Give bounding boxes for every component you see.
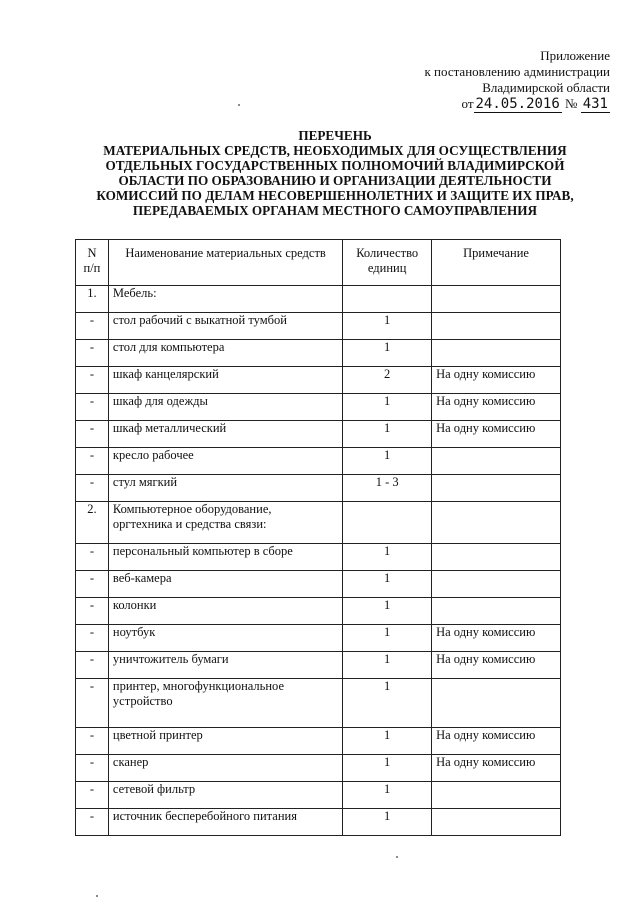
row-name [108,598,342,625]
row-name [108,340,342,367]
row-num: - [76,448,109,475]
row-note [432,448,561,475]
header-num-line1: N [87,246,97,260]
row-note [432,679,561,728]
table-row [76,367,561,394]
table-row [76,544,561,571]
row-qty: 1 [343,755,432,782]
row-name [108,502,342,544]
row-num: - [76,625,109,652]
table-row [76,728,561,755]
row-name-line: кресло рабочее [112,448,194,462]
row-name-line: уничтожитель бумаги [112,652,229,666]
table-row [76,394,561,421]
row-name-line: шкаф металлический [112,421,227,435]
table-row [76,782,561,809]
appendix-line: Приложение [540,48,610,63]
row-name [108,367,342,394]
row-num: - [76,421,109,448]
scan-speck [238,104,240,106]
row-qty: 1 [343,809,432,836]
row-num: - [76,571,109,598]
row-qty: 1 - 3 [343,475,432,502]
row-name [108,679,342,728]
row-num: - [76,313,109,340]
number-value: 431 [582,96,608,112]
row-name-line: принтер, многофункциональное [112,679,285,693]
row-num: - [76,728,109,755]
row-num: - [76,652,109,679]
row-qty: 1 [343,782,432,809]
table-row [76,809,561,836]
row-name-line: устройство [112,694,173,708]
row-note [432,286,561,313]
header-name: Наименование материальных средств [108,240,342,286]
row-note [432,809,561,836]
row-qty: 2 [343,367,432,394]
row-name-line: шкаф для одежды [112,394,208,408]
row-note [432,475,561,502]
row-note [432,598,561,625]
row-note [432,502,561,544]
row-note: На одну комиссию [432,394,561,421]
title-line: КОМИССИЙ ПО ДЕЛАМ НЕСОВЕРШЕННОЛЕТНИХ И ЗАЩИТЕ ИХ ПРАВ, [96,188,574,203]
table-row [76,448,561,475]
table-row [76,313,561,340]
row-note [432,571,561,598]
table-body [76,286,561,836]
row-num: - [76,340,109,367]
row-name [108,448,342,475]
row-qty: 1 [343,448,432,475]
row-qty [343,286,432,313]
header-qty [343,240,432,286]
row-qty: 1 [343,313,432,340]
row-name-line: ноутбук [112,625,156,639]
row-num: - [76,475,109,502]
appendix-line: к постановлению администрации [424,64,610,79]
table-header-row [76,240,561,286]
row-note [432,340,561,367]
document-title [40,128,630,218]
row-name [108,544,342,571]
title-line: ОБЛАСТИ ПО ОБРАЗОВАНИЮ И ОРГАНИЗАЦИИ ДЕЯТЕЛЬНОСТИ [118,173,552,188]
row-num: - [76,544,109,571]
table-row [76,502,561,544]
row-name [108,421,342,448]
row-name-line: колонки [112,598,157,612]
row-name [108,782,342,809]
date-number-line [424,96,610,112]
row-qty: 1 [343,625,432,652]
appendix-line: Владимирской области [482,80,610,95]
row-num: - [76,598,109,625]
row-num: - [76,809,109,836]
row-qty: 1 [343,598,432,625]
row-name-line: шкаф канцелярский [112,367,219,381]
header-num [76,240,109,286]
title-line: ПЕРЕДАВАЕМЫХ ОРГАНАМ МЕСТНОГО САМОУПРАВЛЕНИЯ [132,203,538,218]
row-num: - [76,679,109,728]
row-qty: 1 [343,652,432,679]
title-line: ОТДЕЛЬНЫХ ГОСУДАРСТВЕННЫХ ПОЛНОМОЧИЙ ВЛАДИМИРСКОЙ [105,158,565,173]
row-name-line: сканер [112,755,149,769]
number-prefix: № [565,96,578,111]
row-note: На одну комиссию [432,728,561,755]
row-name-line: Мебель: [112,286,157,300]
row-note [432,313,561,340]
scan-speck [96,895,98,897]
row-note: На одну комиссию [432,625,561,652]
row-num: - [76,367,109,394]
row-qty [343,502,432,544]
table-row [76,598,561,625]
table-row [76,286,561,313]
row-name [108,625,342,652]
table-row [76,755,561,782]
row-name [108,475,342,502]
table-row [76,571,561,598]
row-note: На одну комиссию [432,367,561,394]
row-name [108,286,342,313]
row-qty: 1 [343,544,432,571]
header-qty-line2: единиц [367,261,407,275]
row-name-line: цветной принтер [112,728,203,742]
row-qty: 1 [343,340,432,367]
row-name-line: персональный компьютер в сборе [112,544,293,558]
row-name [108,809,342,836]
row-qty: 1 [343,394,432,421]
row-qty: 1 [343,421,432,448]
date-prefix: от [461,96,474,111]
date-value: 24.05.2016 [475,96,560,112]
row-num: 2. [76,502,109,544]
title-line: ПЕРЕЧЕНЬ [298,128,372,143]
row-qty: 1 [343,571,432,598]
row-note: На одну комиссию [432,652,561,679]
row-name-line: сетевой фильтр [112,782,196,796]
row-name-line: оргтехника и средства связи: [112,517,267,531]
row-num: 1. [76,286,109,313]
row-name [108,755,342,782]
row-note [432,782,561,809]
row-name-line: стул мягкий [112,475,178,489]
row-name-line: стол рабочий с выкатной тумбой [112,313,287,327]
row-name-line: стол для компьютера [112,340,225,354]
row-name [108,313,342,340]
materials-table [75,239,561,836]
row-note: На одну комиссию [432,421,561,448]
table-row [76,679,561,728]
row-qty: 1 [343,679,432,728]
row-note: На одну комиссию [432,755,561,782]
table-row [76,340,561,367]
table-row [76,475,561,502]
row-num: - [76,755,109,782]
header-qty-line1: Количество [356,246,419,260]
appendix-block [424,48,610,112]
header-num-line2: п/п [83,261,101,275]
row-name-line: Компьютерное оборудование, [112,502,272,516]
row-name [108,571,342,598]
header-note: Примечание [432,240,561,286]
row-note [432,544,561,571]
row-qty: 1 [343,728,432,755]
table-row [76,652,561,679]
title-line: МАТЕРИАЛЬНЫХ СРЕДСТВ, НЕОБХОДИМЫХ ДЛЯ ОСУЩЕСТВЛЕНИЯ [103,143,567,158]
row-name [108,652,342,679]
row-name [108,728,342,755]
row-num: - [76,782,109,809]
row-num: - [76,394,109,421]
row-name [108,394,342,421]
row-name-line: веб-камера [112,571,172,585]
scan-speck [396,856,398,858]
table-row [76,421,561,448]
table-row [76,625,561,652]
row-name-line: источник бесперебойного питания [112,809,297,823]
